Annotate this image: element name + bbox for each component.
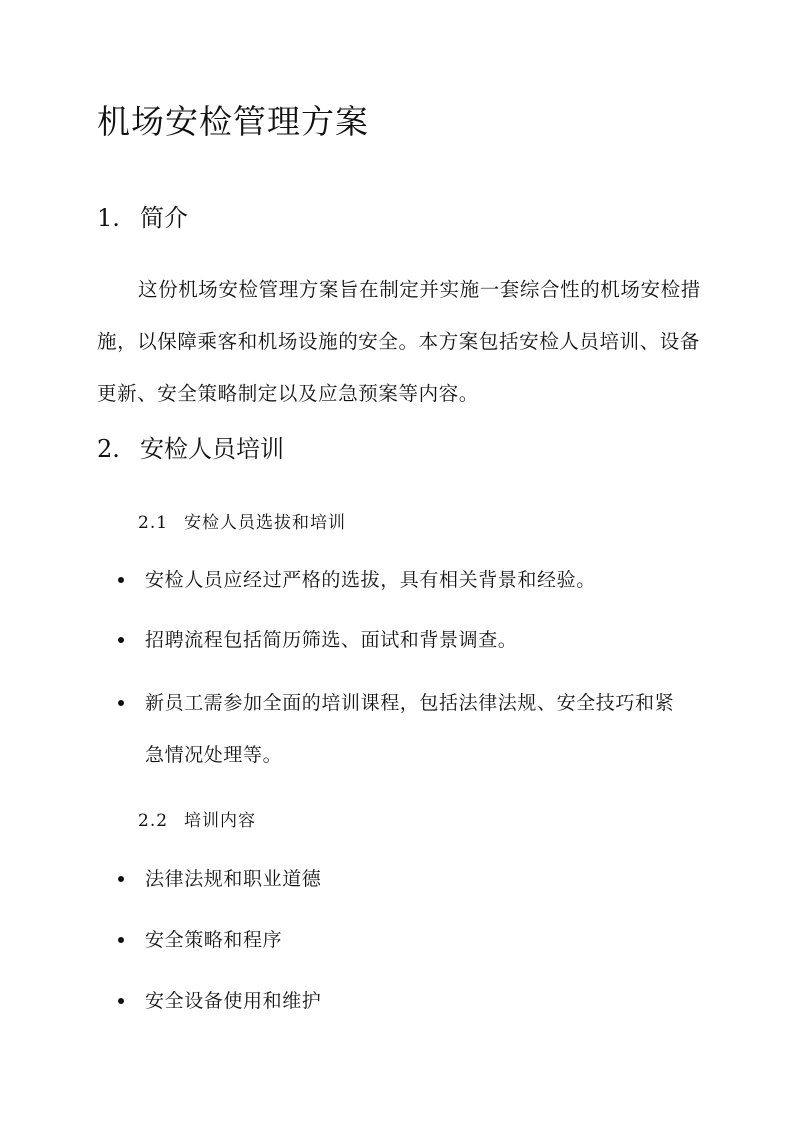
list-item-text: 安检人员应经过严格的选拔，具有相关背景和经验。 — [145, 569, 596, 591]
section-heading-intro — [97, 198, 188, 233]
bullet-icon — [118, 876, 124, 882]
list-item-text: 法律法规和职业道德 — [145, 868, 322, 890]
list-item — [118, 853, 693, 905]
list-item-text: 安全设备使用和维护 — [145, 990, 322, 1012]
subsection-title: 安检人员选拔和培训 — [184, 513, 346, 533]
subsection-number: 2.2 — [138, 811, 169, 831]
subsection-title: 培训内容 — [184, 811, 256, 831]
bullet-icon — [118, 998, 124, 1004]
section-title: 简介 — [140, 204, 188, 232]
list-item — [118, 914, 693, 966]
document-title: 机场安检管理方案 — [97, 102, 369, 141]
bullet-icon — [118, 637, 124, 643]
section-title: 安检人员培训 — [140, 435, 284, 463]
bullet-icon — [118, 937, 124, 943]
section-heading-training — [97, 429, 284, 464]
list-item-text: 招聘流程包括简历筛选、面试和背景调查。 — [145, 629, 518, 651]
list-item — [118, 975, 693, 1027]
section-number: 2. — [97, 435, 120, 463]
subsection-number: 2.1 — [138, 513, 169, 533]
subsection-heading-content — [138, 806, 256, 831]
list-item — [118, 554, 693, 606]
list-item-text: 安全策略和程序 — [145, 929, 283, 951]
intro-paragraph: 这份机场安检管理方案旨在制定并实施一套综合性的机场安检措施，以保障乘客和机场设施的安全。本方案包括安检人员培训、设备更新、安全策略制定以及应急预案等内容。 — [97, 278, 701, 405]
list-item — [118, 677, 693, 781]
list-item — [118, 614, 693, 666]
section-number: 1. — [97, 204, 120, 232]
subsection-heading-selection — [138, 508, 346, 533]
bullet-icon — [118, 700, 124, 706]
bullet-icon — [118, 577, 124, 583]
list-item-text: 新员工需参加全面的培训课程，包括法律法规、安全技巧和紧急情况处理等。 — [145, 692, 675, 766]
